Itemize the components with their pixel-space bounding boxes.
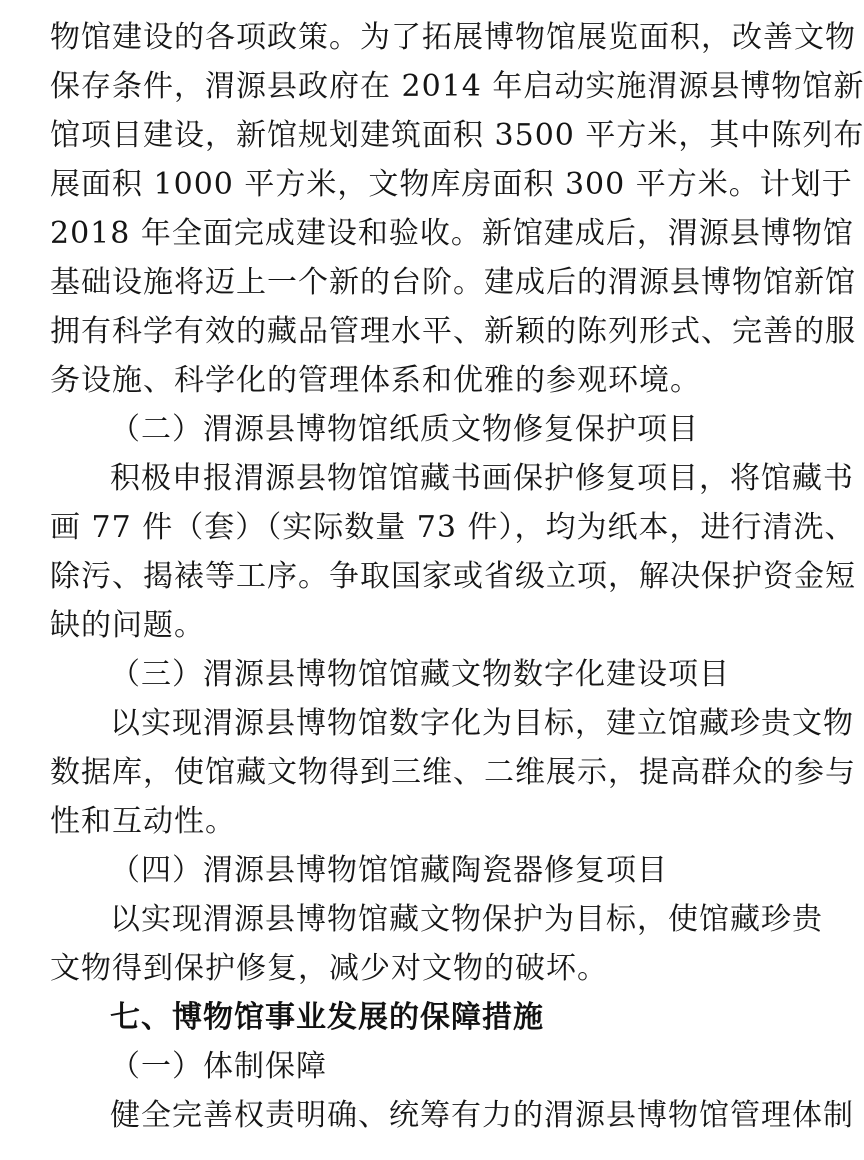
paragraph-line: 健全完善权责明确、统筹有力的渭源县博物馆管理体制 <box>110 1098 854 1133</box>
paragraph-line: 保存条件，渭源县政府在 2014 年启动实施渭源县博物馆新 <box>50 69 864 104</box>
paragraph-line: 以实现渭源县博物馆数字化为目标，建立馆藏珍贵文物 <box>110 706 854 741</box>
paragraph-line: 积极申报渭源县物馆馆藏书画保护修复项目，将馆藏书 <box>110 461 854 496</box>
paragraph-line: 馆项目建设，新馆规划建筑面积 3500 平方米，其中陈列布 <box>50 118 864 153</box>
paragraph-line: 2018 年全面完成建设和验收。新馆建成后，渭源县博物馆 <box>50 216 854 251</box>
paragraph-line: 物馆建设的各项政策。为了拓展博物馆展览面积，改善文物 <box>50 20 856 55</box>
paragraph-line: 务设施、科学化的管理体系和优雅的参观环境。 <box>50 363 701 398</box>
paragraph-line: 缺的问题。 <box>50 608 205 643</box>
section-heading: （二）渭源县博物馆纸质文物修复保护项目 <box>110 412 699 447</box>
section-heading: （三）渭源县博物馆馆藏文物数字化建设项目 <box>110 657 730 692</box>
paragraph-line: 文物得到保护修复，减少对文物的破坏。 <box>50 951 608 986</box>
chapter-heading: 七、博物馆事业发展的保障措施 <box>110 1000 544 1035</box>
paragraph-line: 展面积 1000 平方米，文物库房面积 300 平方米。计划于 <box>50 167 853 202</box>
paragraph-line: 除污、揭裱等工序。争取国家或省级立项，解决保护资金短 <box>50 559 856 594</box>
paragraph-line: 性和互动性。 <box>50 804 236 839</box>
paragraph-line: 数据库，使馆藏文物得到三维、二维展示，提高群众的参与 <box>50 755 856 790</box>
paragraph-line: 以实现渭源县博物馆藏文物保护为目标，使馆藏珍贵 <box>110 902 823 937</box>
section-heading: （一）体制保障 <box>110 1049 327 1084</box>
section-heading: （四）渭源县博物馆馆藏陶瓷器修复项目 <box>110 853 668 888</box>
paragraph-line: 基础设施将迈上一个新的台阶。建成后的渭源县博物馆新馆 <box>50 265 856 300</box>
paragraph-line: 拥有科学有效的藏品管理水平、新颖的陈列形式、完善的服 <box>50 314 856 349</box>
paragraph-line: 画 77 件（套）（实际数量 73 件），均为纸本，进行清洗、 <box>50 510 856 545</box>
